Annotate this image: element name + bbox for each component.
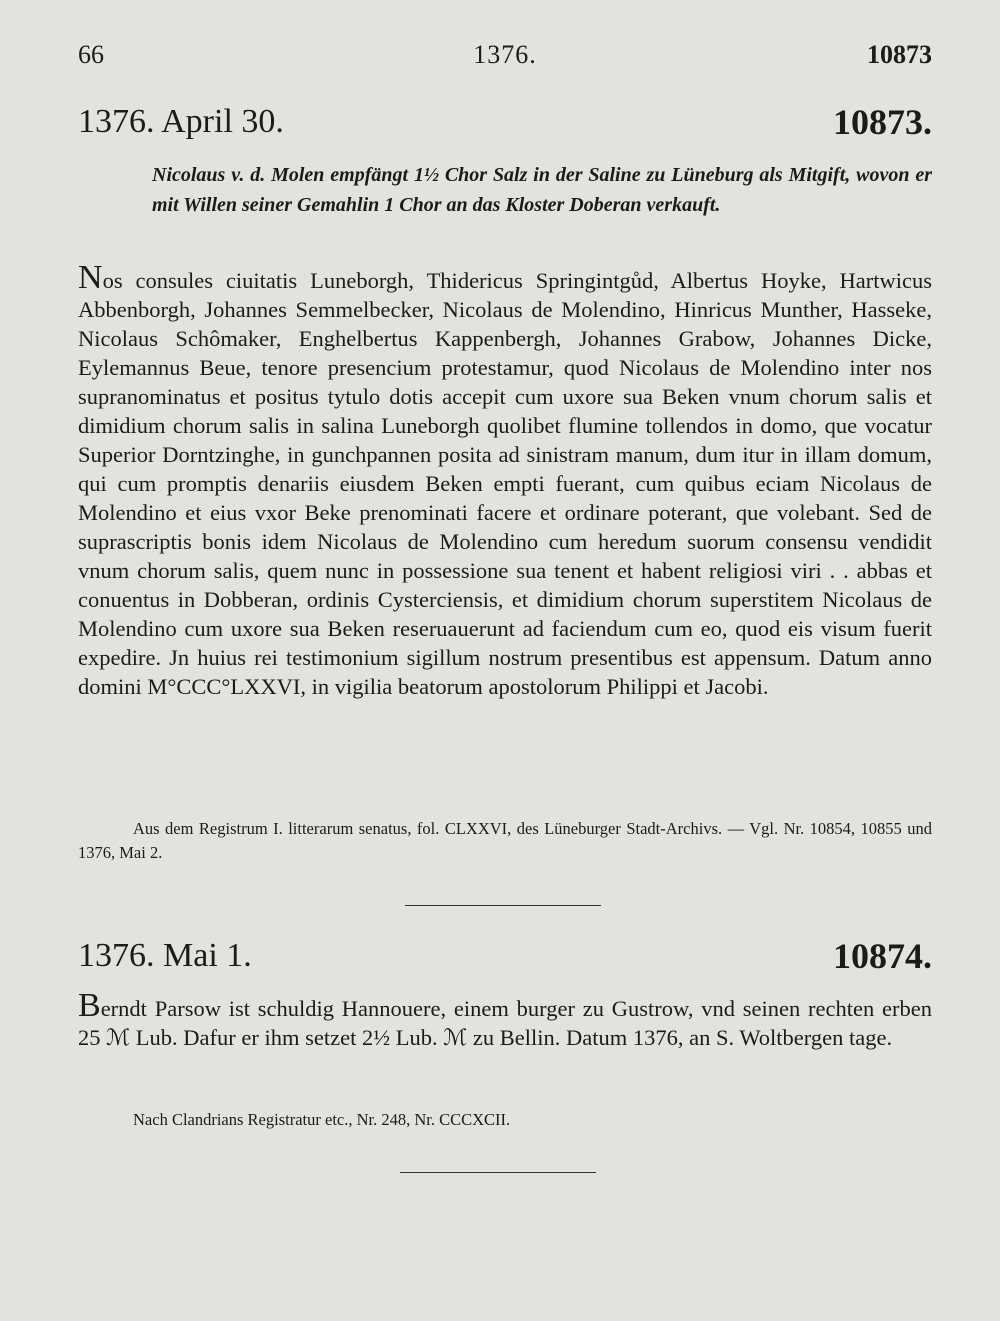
page-number: 66 xyxy=(78,40,104,69)
doc2-date: 1376. Mai 1. xyxy=(78,937,252,974)
doc2-source: Nach Clandrians Registratur etc., Nr. 248, Nr. CCCXCII. xyxy=(133,1110,511,1129)
header-doc-number: 10873 xyxy=(867,40,932,69)
header-year: 1376. xyxy=(473,40,537,69)
doc1-source: Aus dem Registrum I. litterarum senatus, fol. CLXXVI, des Lüneburger Stadt-Archivs. — Vgl. Nr. 10854, 10855 und 1376, Mai 2. xyxy=(78,819,932,862)
doc1-initial: N xyxy=(78,259,103,296)
end-divider xyxy=(400,1172,596,1173)
doc2-initial: B xyxy=(78,987,101,1024)
doc1-number: 10873. xyxy=(833,102,932,142)
doc1-body xyxy=(78,259,932,701)
doc2-text: erndt Parsow ist schuldig Hannouere, einem burger zu Gustrow, vnd seinen rechten erben 25 ℳ Lub. Dafur er ihm setzet 2½ Lub. ℳ zu Bellin. Datum 1376, an S. Woltbergen tage. xyxy=(78,996,932,1050)
page-header xyxy=(78,40,932,76)
doc1-text: os consules ciuitatis Luneborgh, Thidericus Springintgůd, Albertus Hoyke, Hartwicus Abbenborgh, Johannes Semmelbecker, Nicolaus de Molendino, Hinricus Munther, Hasseke, Nicolaus Schômaker, Enghelbertus Kappenbergh, Johannes Grabow, Johannes Dicke, Eylemannus Beue, tenore presencium protestamur, quod Nicolaus de Molendino inter nos supranominatus et positus tytulo dotis accepit cum uxore sua Beken vnum chorum salis et dimidium chorum salis in salina Luneborgh quolibet flumine tollendos in domo, que vocatur Superior Dorntzinghe, in gunchpannen posita ad sinistram manum, dum itur in illam domum, qui cum promptis denariis eiusdem Beken empti fuerant, cum quibus eciam Nicolaus de Molendino et eius vxor Beke prenominati facere et ordinare poterant, que volebant. Sed de suprascriptis bonis idem Nicolaus de Molendino cum heredum suorum consensu vendidit vnum chorum salis, quem nunc in possessione sua tenent et habent religiosi viri . . abbas et conuentus in Dobberan, ordinis Cysterciensis, et dimidium chorum superstitem Nicolaus de Molendino cum uxore sua Beken reseruauerunt ad faciendum cum eo, quod eis visum fuerit expedire. Jn huius rei testimonium sigillum nostrum presentibus est appensum. Datum anno domini M°CCC°LXXVI, in vigilia beatorum apostolorum Philippi et Jacobi. xyxy=(78,268,932,699)
doc1-date: 1376. April 30. xyxy=(78,103,284,140)
doc1-summary: Nicolaus v. d. Molen empfängt 1½ Chor Salz in der Saline zu Lüneburg als Mitgift, wovon er mit Willen seiner Gemahlin 1 Chor an das Kloster Doberan verkauft. xyxy=(152,164,932,216)
section-divider xyxy=(405,905,601,906)
doc2-body xyxy=(78,987,932,1052)
doc2-number: 10874. xyxy=(833,936,932,976)
